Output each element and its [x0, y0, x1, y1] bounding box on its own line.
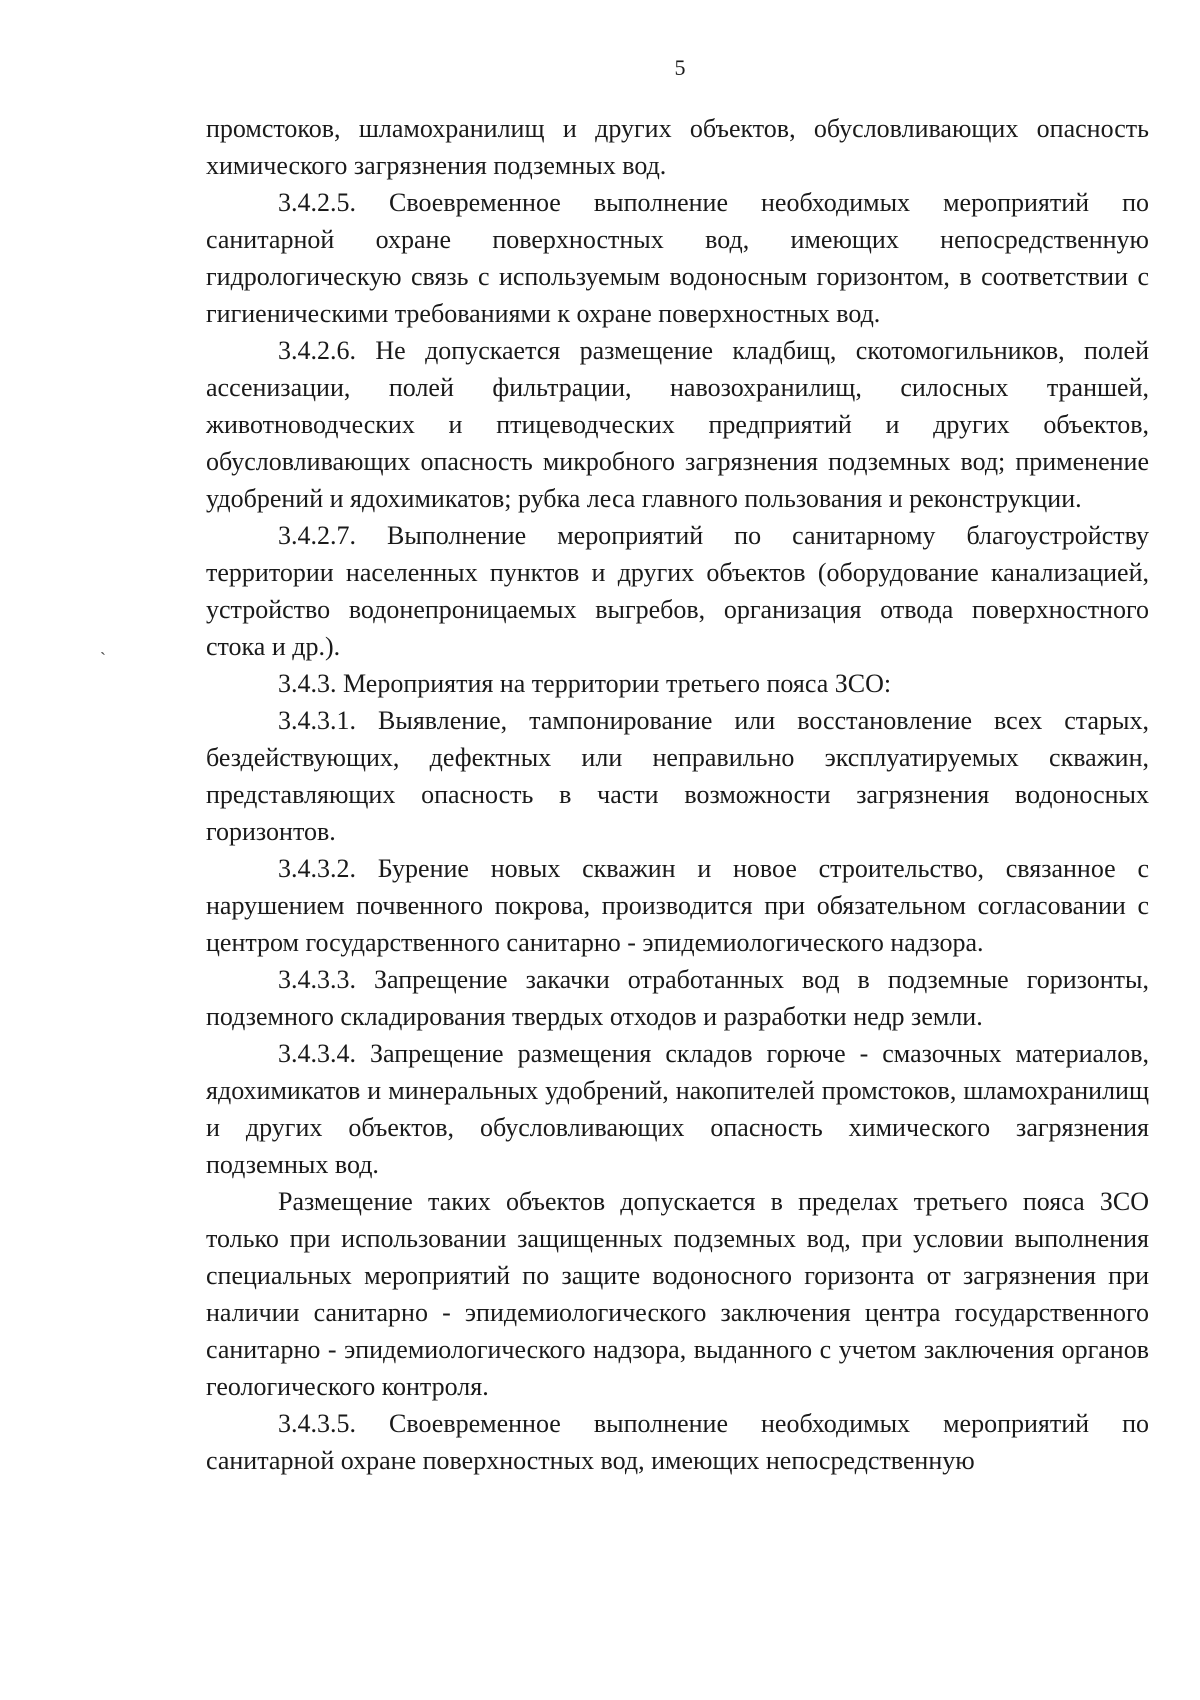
paragraph-3-4-3-1: 3.4.3.1. Выявление, тампонирование или восстановление всех старых, бездействующих, дефектных или неправильно эксплуатируемых скважин, представляющих опасность в части возможности загрязнения водоносных горизонтов.: [206, 706, 1149, 846]
paragraph-3-4-2-5: 3.4.2.5. Своевременное выполнение необходимых мероприятий по санитарной охране поверхностных вод, имеющих непосредственную гидрологическую связь с используемым водоносным горизонтом, в соответствии с гигиеническими требованиями к охране поверхностных вод.: [206, 188, 1149, 328]
paragraph-3-4-3-2: 3.4.3.2. Бурение новых скважин и новое строительство, связанное с нарушением почвенного покрова, производится при обязательном согласовании с центром государственного санитарно - эпидемиологического надзора.: [206, 854, 1149, 957]
paragraph-3-4-3: 3.4.3. Мероприятия на территории третьего пояса ЗСО:: [278, 669, 892, 698]
paragraph-placement-conditions: Размещение таких объектов допускается в пределах третьего пояса ЗСО только при использовании защищенных подземных вод, при условии выполнения специальных мероприятий по защите водоносного горизонта от загрязнения при наличии санитарно - эпидемиологического заключения центра государственного санитарно - эпидемиологического надзора, выданного с учетом заключения органов геологического контроля.: [206, 1187, 1149, 1401]
scan-artifact-mark: `: [100, 649, 106, 669]
paragraph-3-4-3-5: 3.4.3.5. Своевременное выполнение необходимых мероприятий по санитарной охране поверхностных вод, имеющих непосредственную: [206, 1409, 1149, 1475]
page-number: 5: [674, 55, 686, 80]
paragraph-continuation: промстоков, шламохранилищ и других объектов, обусловливающих опасность химического загрязнения подземных вод.: [206, 114, 1149, 180]
paragraph-3-4-2-7: 3.4.2.7. Выполнение мероприятий по санитарному благоустройству территории населенных пунктов и других объектов (оборудование канализацией, устройство водонепроницаемых выгребов, организация отвода поверхностного стока и др.).: [206, 521, 1149, 661]
paragraph-3-4-3-3: 3.4.3.3. Запрещение закачки отработанных вод в подземные горизонты, подземного складирования твердых отходов и разработки недр земли.: [206, 965, 1149, 1031]
paragraph-3-4-3-4: 3.4.3.4. Запрещение размещения складов горюче - смазочных материалов, ядохимикатов и минеральных удобрений, накопителей промстоков, шламохранилищ и других объектов, обусловливающих опасность химического загрязнения подземных вод.: [206, 1039, 1149, 1179]
paragraph-3-4-2-6: 3.4.2.6. Не допускается размещение кладбищ, скотомогильников, полей ассенизации, полей фильтрации, навозохранилищ, силосных траншей, животноводческих и птицеводческих предприятий и других объектов, обусловливающих опасность микробного загрязнения подземных вод; применение удобрений и ядохимикатов; рубка леса главного пользования и реконструкции.: [206, 336, 1149, 513]
document-body: [206, 110, 1149, 1479]
